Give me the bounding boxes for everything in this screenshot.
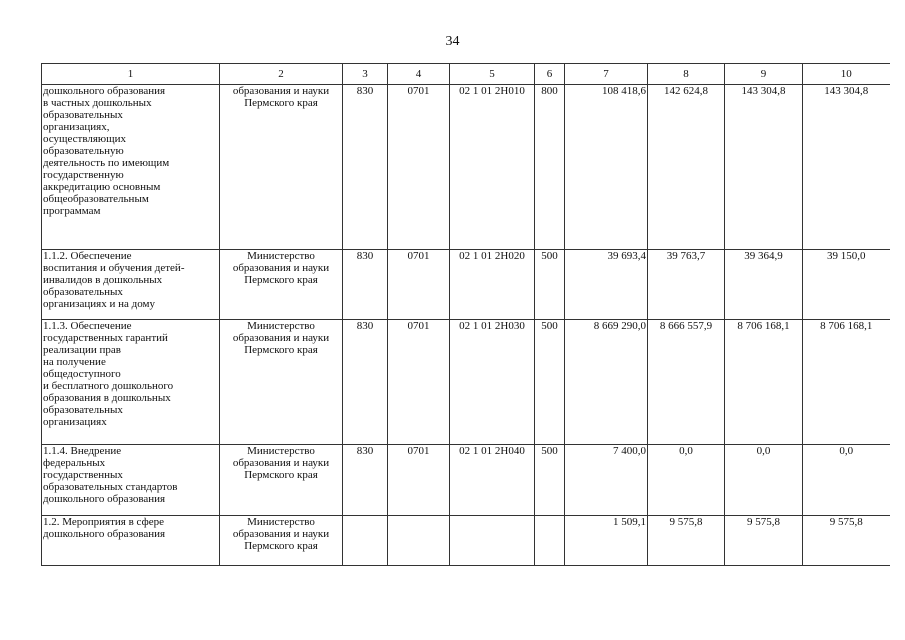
table-body <box>42 85 890 566</box>
row-executor-line: образования и науки <box>232 528 330 540</box>
row-name-line: государственную <box>43 169 124 181</box>
row-name-line: организациях, <box>43 121 110 133</box>
table-row <box>42 85 890 250</box>
row-value-col7-cell: 39 693,4 <box>565 250 648 320</box>
row-value-col8-cell: 9 575,8 <box>648 516 725 566</box>
row-target-code-cell: 02 1 01 2Н040 <box>450 445 535 516</box>
row-name-line: государственных <box>43 469 123 481</box>
row-name-line: общеобразовательным <box>43 193 149 205</box>
row-value-col8-cell: 142 624,8 <box>648 85 725 250</box>
row-target-code-cell: 02 1 01 2Н010 <box>450 85 535 250</box>
row-section-cell: 0701 <box>388 250 450 320</box>
row-admin-code-cell: 830 <box>343 445 388 516</box>
row-name-line: 1.1.2. Обеспечение <box>43 250 132 262</box>
row-name-line: 1.2. Мероприятия в сфере <box>43 516 164 528</box>
row-executor-line: Пермского края <box>244 274 318 286</box>
row-name-line: 1.1.4. Внедрение <box>43 445 122 457</box>
row-executor-line: Пермского края <box>244 344 318 356</box>
row-name-line: образования в дошкольных <box>43 392 171 404</box>
table-row <box>42 445 890 516</box>
row-name-cell <box>42 320 220 445</box>
row-executor-line: образования и науки <box>232 457 330 469</box>
row-section-cell <box>388 516 450 566</box>
table-header-row <box>42 64 890 85</box>
row-value-col10-cell: 143 304,8 <box>803 85 890 250</box>
row-admin-code-cell <box>343 516 388 566</box>
row-value-col10-cell: 0,0 <box>803 445 890 516</box>
header-cell-10: 10 <box>803 64 890 85</box>
row-executor-cell <box>220 320 343 445</box>
row-name-line: образовательных <box>43 404 123 416</box>
row-target-code-cell: 02 1 01 2Н020 <box>450 250 535 320</box>
row-executor-cell <box>220 516 343 566</box>
table-row <box>42 320 890 445</box>
row-value-col9-cell: 8 706 168,1 <box>725 320 803 445</box>
row-expense-type-cell: 500 <box>535 445 565 516</box>
row-name-line: деятельность по имеющим <box>43 157 170 169</box>
row-admin-code-cell: 830 <box>343 250 388 320</box>
row-name-line: государственных гарантий <box>43 332 168 344</box>
row-section-cell: 0701 <box>388 445 450 516</box>
row-value-col8-cell: 0,0 <box>648 445 725 516</box>
row-executor-line: Министерство <box>247 250 315 262</box>
row-executor-line: Министерство <box>247 516 315 528</box>
row-value-col10-cell: 8 706 168,1 <box>803 320 890 445</box>
row-name-line: осуществляющих <box>43 133 126 145</box>
row-value-col9-cell: 9 575,8 <box>725 516 803 566</box>
row-target-code-cell: 02 1 01 2Н030 <box>450 320 535 445</box>
row-section-cell: 0701 <box>388 320 450 445</box>
row-value-col7-cell: 7 400,0 <box>565 445 648 516</box>
budget-table <box>41 63 890 566</box>
row-executor-line: Пермского края <box>244 540 318 552</box>
row-name-cell <box>42 250 220 320</box>
header-cell-2: 2 <box>220 64 343 85</box>
row-name-line: дошкольного образования <box>43 493 166 505</box>
row-name-line: образовательную <box>43 145 124 157</box>
header-cell-5: 5 <box>450 64 535 85</box>
header-cell-1: 1 <box>42 64 220 85</box>
row-executor-line: Пермского края <box>244 97 318 109</box>
row-value-col7-cell: 1 509,1 <box>565 516 648 566</box>
row-executor-cell <box>220 85 343 250</box>
row-executor-line: образования и науки <box>232 262 330 274</box>
row-name-line: организациях <box>43 416 107 428</box>
row-name-cell <box>42 85 220 250</box>
row-executor-line: Пермского края <box>244 469 318 481</box>
row-name-line: программам <box>43 205 101 217</box>
header-cell-9: 9 <box>725 64 803 85</box>
row-name-line: и бесплатного дошкольного <box>43 380 174 392</box>
row-executor-line: образования и науки <box>232 332 330 344</box>
row-name-line: образовательных <box>43 286 123 298</box>
header-cell-4: 4 <box>388 64 450 85</box>
row-name-line: инвалидов в дошкольных <box>43 274 163 286</box>
row-value-col9-cell: 0,0 <box>725 445 803 516</box>
row-name-cell <box>42 445 220 516</box>
row-name-line: воспитания и обучения детей- <box>43 262 185 274</box>
row-name-line: на получение <box>43 356 106 368</box>
row-value-col7-cell: 8 669 290,0 <box>565 320 648 445</box>
row-name-line: 1.1.3. Обеспечение <box>43 320 132 332</box>
row-expense-type-cell: 800 <box>535 85 565 250</box>
row-target-code-cell <box>450 516 535 566</box>
row-name-line: аккредитацию основным <box>43 181 161 193</box>
row-admin-code-cell: 830 <box>343 320 388 445</box>
row-executor-line: образования и науки <box>232 85 330 97</box>
row-name-line: организациях и на дому <box>43 298 155 310</box>
row-executor-line: Министерство <box>247 445 315 457</box>
row-name-line: реализации прав <box>43 344 121 356</box>
row-executor-cell <box>220 445 343 516</box>
row-value-col10-cell: 9 575,8 <box>803 516 890 566</box>
row-admin-code-cell: 830 <box>343 85 388 250</box>
row-name-line: образовательных стандартов <box>43 481 178 493</box>
row-executor-cell <box>220 250 343 320</box>
row-name-line: в частных дошкольных <box>43 97 152 109</box>
row-expense-type-cell: 500 <box>535 250 565 320</box>
table-row <box>42 250 890 320</box>
row-name-line: образовательных <box>43 109 123 121</box>
header-cell-7: 7 <box>565 64 648 85</box>
row-value-col9-cell: 39 364,9 <box>725 250 803 320</box>
row-section-cell: 0701 <box>388 85 450 250</box>
row-value-col8-cell: 39 763,7 <box>648 250 725 320</box>
row-value-col8-cell: 8 666 557,9 <box>648 320 725 445</box>
header-cell-6: 6 <box>535 64 565 85</box>
row-name-line: общедоступного <box>43 368 121 380</box>
page-number: 34 <box>445 34 460 49</box>
row-value-col9-cell: 143 304,8 <box>725 85 803 250</box>
row-executor-line: Министерство <box>247 320 315 332</box>
header-cell-8: 8 <box>648 64 725 85</box>
row-expense-type-cell: 500 <box>535 320 565 445</box>
row-name-line: дошкольного образования <box>43 85 166 97</box>
row-name-line: дошкольного образования <box>43 528 166 540</box>
row-name-cell <box>42 516 220 566</box>
row-name-line: федеральных <box>43 457 106 469</box>
row-value-col7-cell: 108 418,6 <box>565 85 648 250</box>
row-expense-type-cell <box>535 516 565 566</box>
table-row <box>42 516 890 566</box>
row-value-col10-cell: 39 150,0 <box>803 250 890 320</box>
header-cell-3: 3 <box>343 64 388 85</box>
